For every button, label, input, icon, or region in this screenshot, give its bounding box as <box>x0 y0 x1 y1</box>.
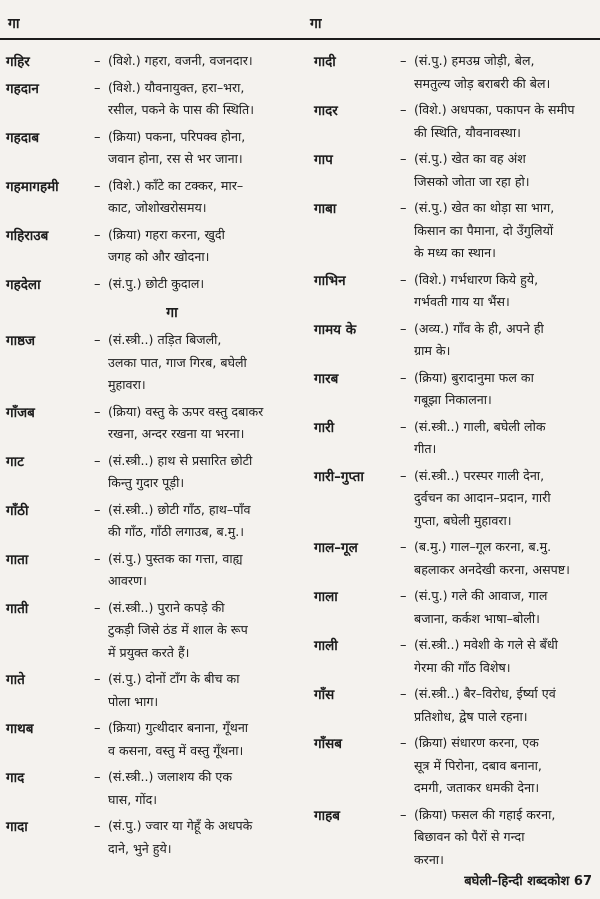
headword: गहदाब <box>6 129 40 146</box>
entry-dash: – <box>94 502 101 518</box>
entry-dash: – <box>400 589 407 604</box>
definition: (सं.स्त्री..) हाथ से प्रसारित छोटी किन्तु गुदार पूड़ी। <box>108 452 253 490</box>
header-rule <box>0 38 600 40</box>
headword: गादर <box>314 103 338 119</box>
headword: गारी–गुप्ता <box>314 468 364 485</box>
entry-dash: – <box>94 404 101 420</box>
definition: (सं.पु.) हमउम्र जोड़ी, बेल, समतुल्य जोड़ बराबरी की बेल। <box>414 53 551 91</box>
dictionary-entry <box>6 273 298 296</box>
entry-dash: – <box>94 770 101 785</box>
dictionary-entry <box>6 450 298 495</box>
right-column <box>314 50 596 871</box>
dictionary-entry <box>314 416 596 461</box>
dictionary-entry <box>6 126 298 171</box>
headword: गाता <box>6 551 29 568</box>
headword: गाँसब <box>314 736 342 752</box>
headword: गाली <box>314 638 338 654</box>
headword: गहदान <box>6 80 39 97</box>
running-head-left: गा <box>8 16 20 32</box>
definition: (ब.मु.) गाल–गूल करना, ब.मु. बहलाकर अनदेखी करना, असपष्ट। <box>414 539 570 577</box>
definition: (सं.स्त्री..) पुराने कपड़े की टुकड़ी जिसे ठंड में शाल के रूप में प्रयुक्त करते हैं। <box>108 599 248 660</box>
entry-dash: – <box>94 819 101 834</box>
definition: (सं.पु.) दोनों टाँग के बीच का पोला भाग। <box>108 671 240 709</box>
dictionary-entry <box>314 804 596 872</box>
headword: गाँजब <box>6 404 35 421</box>
definition: (क्रिया) बुरादानुमा फल का गबूझा निकालना। <box>414 369 534 407</box>
headword: गाप <box>314 152 333 168</box>
running-head <box>0 10 600 36</box>
definition: (सं.पु.) छोटी कुदाल। <box>108 275 205 291</box>
definition: (क्रिया) गहरा करना, खुदी जगह को और खोदना। <box>108 226 225 264</box>
definition: (क्रिया) गुत्थीदार बनाना, गूँथना व कसना, वस्तु में वस्तु गूँथना। <box>108 720 249 758</box>
headword: गाद <box>6 770 25 786</box>
dictionary-entry <box>314 148 596 193</box>
dictionary-entry <box>314 269 596 314</box>
entry-dash: – <box>400 807 407 823</box>
headword: गाबा <box>314 201 337 217</box>
headword: गाल–गूल <box>314 540 358 556</box>
dictionary-entry <box>314 197 596 265</box>
headword: गाते <box>6 672 25 688</box>
definition: (सं.पु.) खेत का वह अंश जिसको जोता जा रहा हो। <box>414 151 530 189</box>
entry-dash: – <box>400 103 407 118</box>
entry-dash: – <box>400 687 407 702</box>
dictionary-entry <box>314 50 596 95</box>
dictionary-entry <box>6 766 298 811</box>
headword: गाहब <box>314 807 340 824</box>
entry-dash: – <box>94 721 101 736</box>
entry-dash: – <box>400 736 407 751</box>
dictionary-entry <box>314 99 596 144</box>
definition: (सं.पु.) पुस्तक का गत्ता, वाह्य आवरण। <box>108 550 243 588</box>
definition: (विशे.) काँटे का टक्कर, मार– काट, जोशोखरोसमय। <box>108 177 244 215</box>
definition: (विशे.) अधपका, पकापन के समीप की स्थिति, यौवनावस्था। <box>414 102 575 140</box>
definition: (सं.पु.) गले की आवाज, गाल बजाना, कर्कश भाषा–बोली। <box>414 588 548 626</box>
dictionary-entry <box>314 683 596 728</box>
headword: गहमागहमी <box>6 178 59 195</box>
definition: (क्रिया) पकना, परिपक्व होना, जवान होना, रस से भर जाना। <box>108 128 246 166</box>
headword: गारी <box>314 419 335 436</box>
entry-dash: – <box>400 54 407 69</box>
definition: (क्रिया) संधारण करना, एक सूत्र में पिरोना, दबाव बनाना, दमगी, जताकर धमकी देना। <box>414 735 542 795</box>
dictionary-entry <box>314 318 596 363</box>
entry-dash: – <box>400 152 407 167</box>
entry-dash: – <box>400 638 407 653</box>
entry-dash: – <box>94 227 101 243</box>
dictionary-entry <box>6 499 298 544</box>
entry-dash: – <box>94 672 101 687</box>
headword: गहिर <box>6 54 30 70</box>
headword: गाथब <box>6 721 34 737</box>
entry-dash: – <box>400 370 407 386</box>
headword: गारब <box>314 370 339 387</box>
headword: गहदेला <box>6 276 41 293</box>
entry-dash: – <box>94 453 101 469</box>
definition: (विशे.) गर्भधारण किये हुये, गर्भवती गाय या भैंस। <box>414 271 539 309</box>
running-head-right: गा <box>310 16 322 32</box>
dictionary-entry <box>6 597 298 665</box>
dictionary-entry <box>6 50 298 73</box>
headword: गामय के <box>314 321 357 338</box>
headword: गाती <box>6 600 29 617</box>
dictionary-entry <box>6 717 298 762</box>
definition: (विशे.) यौवनायुक्त, हरा–भरा, रसील, पकने के पास की स्थिति। <box>108 79 255 117</box>
dictionary-entry <box>314 465 596 533</box>
left-column <box>6 50 298 860</box>
entry-dash: – <box>94 80 101 96</box>
definition: (सं.स्त्री..) मवेशी के गले से बँधी गेरमा की गाँठ विशेष। <box>414 637 558 675</box>
dictionary-entry <box>6 175 298 220</box>
headword: गाष्ठज <box>6 333 36 349</box>
dictionary-entry <box>314 634 596 679</box>
definition: (सं.स्त्री..) परस्पर गाली देना, दुर्वचन का आदान–प्रदान, गारी गुप्ता, बघेली मुहावरा। <box>414 467 551 528</box>
entry-dash: – <box>400 468 407 484</box>
dictionary-entry <box>6 77 298 122</box>
dictionary-entry <box>6 401 298 446</box>
definition: (अव्य.) गाँव के ही, अपने ही ग्राम के। <box>414 320 544 358</box>
headword: गाँठी <box>6 502 29 519</box>
dictionary-entry <box>6 329 298 397</box>
dictionary-entry <box>6 224 298 269</box>
dictionary-entry <box>6 668 298 713</box>
definition: (क्रिया) वस्तु के ऊपर वस्तु दबाकर रखना, अन्दर रखना या भरना। <box>108 403 264 441</box>
entry-dash: – <box>94 129 101 145</box>
dictionary-entry <box>314 585 596 630</box>
headword: गहिराउब <box>6 227 49 244</box>
entry-dash: – <box>400 272 407 288</box>
entry-dash: – <box>400 540 407 555</box>
definition: (सं.पु.) ज्वार या गेहूँ के अधपके दाने, भुने हुये। <box>108 818 253 856</box>
definition: (सं.स्त्री..) जलाशय की एक घास, गोंद। <box>108 769 233 807</box>
entry-dash: – <box>400 419 407 435</box>
dictionary-entry <box>6 548 298 593</box>
definition: (क्रिया) फसल की गहाई करना, बिछावन को पैरों से गन्दा करना। <box>414 806 556 867</box>
headword: गादा <box>6 819 28 835</box>
definition: (सं.स्त्री..) छोटी गाँठ, हाथ–पाँव की गाँठ, गाँठी लगाउब, ब.मु.। <box>108 501 251 539</box>
definition: (सं.स्त्री..) गाली, बघेली लोक गीत। <box>414 418 546 456</box>
headword: गाभिन <box>314 272 346 289</box>
definition: (सं.पु.) खेत का थोड़ा सा भाग, किसान का पैमाना, दो उँगुलियों के मध्य का स्थान। <box>414 200 555 260</box>
section-heading: गा <box>166 305 178 321</box>
entry-dash: – <box>94 551 101 567</box>
headword: गाट <box>6 453 24 470</box>
page-footer: बघेली–हिन्दी शब्दकोश 67 <box>464 874 592 889</box>
entry-dash: – <box>400 321 407 337</box>
definition: (विशे.) गहरा, वजनी, वजनदार। <box>108 53 253 68</box>
entry-dash: – <box>94 600 101 616</box>
entry-dash: – <box>94 54 101 69</box>
definition: (सं.स्त्री..) तड़ित बिजली, उलका पात, गाज गिरब, बघेली मुहावरा। <box>108 332 247 392</box>
entry-dash: – <box>400 201 407 216</box>
dictionary-entry <box>314 367 596 412</box>
headword: गाँस <box>314 687 335 703</box>
entry-dash: – <box>94 178 101 194</box>
dictionary-entry <box>314 732 596 800</box>
headword: गादी <box>314 54 336 70</box>
entry-dash: – <box>94 276 101 292</box>
dictionary-entry <box>6 815 298 860</box>
headword: गाला <box>314 589 338 605</box>
definition: (सं.स्त्री..) बैर–विरोध, ईर्ष्या एवं प्रतिशोध, द्वेष पाले रहना। <box>414 686 556 724</box>
dictionary-entry <box>314 536 596 581</box>
entry-dash: – <box>94 333 101 348</box>
